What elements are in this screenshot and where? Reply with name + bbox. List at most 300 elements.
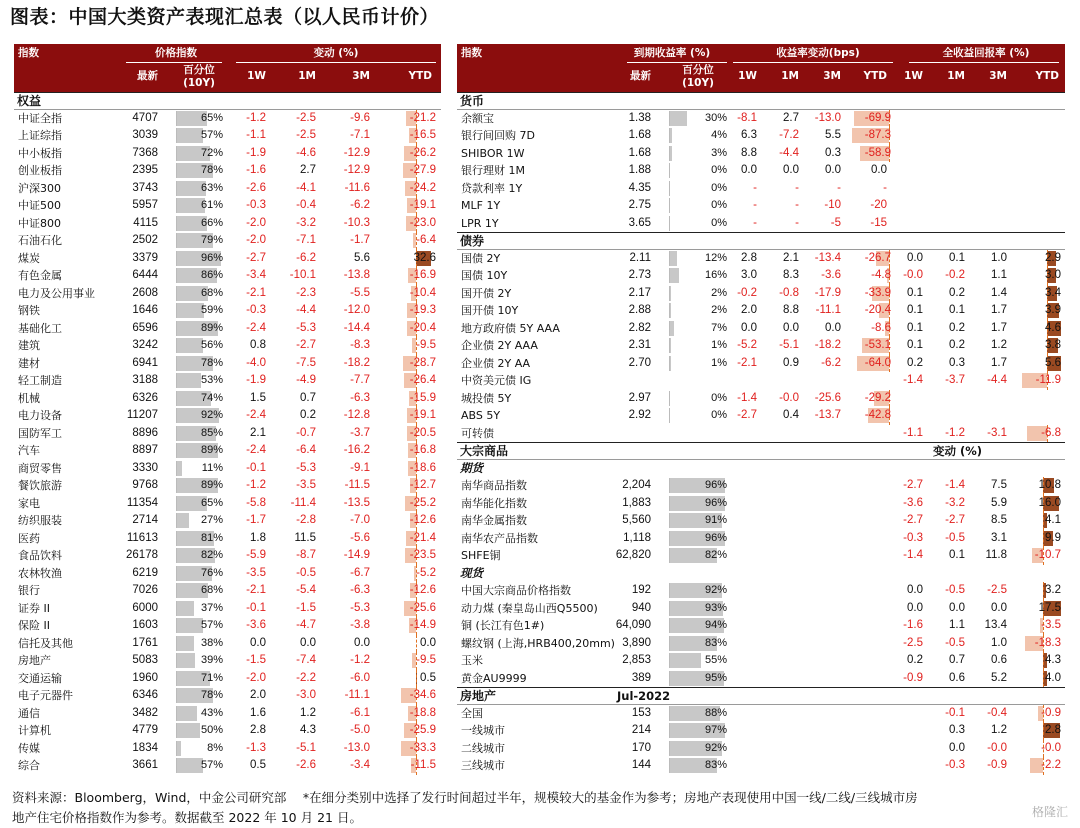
yc-1w: -: [753, 216, 757, 229]
ytd-value: -20.4: [864, 304, 891, 316]
percentile-value: 83%: [704, 636, 727, 649]
latest-value: 3188: [132, 374, 158, 386]
change-1m: 2.7: [300, 164, 316, 176]
row-name: 机械: [18, 391, 40, 405]
ytd-cell: [851, 127, 891, 145]
table-row: [14, 687, 441, 705]
latest-value: 192: [631, 584, 651, 596]
change-1w: -1.3: [246, 741, 266, 754]
percentile-bar: [669, 653, 728, 668]
percentile-bar: [176, 128, 224, 143]
ret-3m: 5.2: [991, 671, 1007, 684]
change-1w: 0.0: [250, 636, 266, 649]
latest-value: 11207: [126, 409, 158, 421]
table-row: [14, 425, 441, 443]
ytd-value: -26.4: [409, 374, 436, 386]
yc-1w: -: [753, 199, 757, 211]
right-table-header: [457, 44, 1065, 92]
ytd-value: -19.1: [409, 409, 436, 421]
latest-value: 5083: [132, 654, 158, 666]
percentile-bar: [669, 338, 728, 353]
percentile-bar: [669, 636, 728, 651]
row-name: 国开债 2Y: [461, 286, 512, 300]
latest-value: 7026: [132, 584, 158, 596]
table-row: [14, 145, 441, 163]
latest-value: 5,560: [622, 514, 651, 526]
change-1w: -1.5: [246, 654, 266, 666]
latest-value: 2.70: [628, 356, 651, 369]
yc-1m: -: [795, 199, 799, 211]
ytd-cell: [1021, 635, 1061, 653]
ytd-value: 32.6: [413, 251, 436, 264]
percentile-bar: [669, 111, 728, 126]
real-estate-date: Jul-2022: [617, 689, 671, 703]
percentile-bar: [176, 548, 224, 563]
ytd-cell: [851, 355, 891, 373]
ret-3m: 13.4: [984, 619, 1007, 631]
row-name: 螺纹钢 (上海,HRB400,20mm): [461, 636, 615, 650]
change-1w: -2.4: [246, 444, 266, 456]
ret-1m: 0.0: [949, 601, 965, 614]
header-yc-1w: 1W: [738, 70, 757, 82]
change-3m: -11.5: [344, 479, 370, 491]
latest-value: 11354: [126, 496, 158, 509]
ytd-cell: [1021, 617, 1061, 635]
change-1m: -0.5: [296, 566, 316, 579]
header-latest: 最新: [137, 70, 158, 82]
percentile-fill: [670, 128, 672, 143]
ytd-value: -8.6: [871, 321, 891, 334]
ret-1w: -1.1: [903, 426, 923, 439]
percentile-fill: [177, 373, 201, 388]
latest-value: 2,204: [622, 479, 651, 491]
table-row: [457, 757, 1065, 775]
section-equity: 权益: [14, 92, 441, 110]
ret-1m: 0.6: [949, 671, 965, 684]
latest-value: 6219: [132, 566, 158, 579]
row-name: 上证综指: [18, 129, 62, 142]
yc-1w: -2.1: [737, 356, 757, 369]
row-name: 电力设备: [18, 409, 62, 422]
ret-1m: 0.1: [949, 549, 965, 561]
row-name: 银行: [18, 584, 40, 597]
table-row: [14, 110, 441, 128]
yc-1m: [765, 425, 799, 443]
latest-value: 2.31: [628, 339, 651, 351]
ret-1w: -0.9: [903, 671, 923, 684]
ytd-value: -0.9: [1041, 706, 1061, 719]
ytd-cell: [400, 110, 436, 128]
percentile-bar: [669, 321, 728, 336]
yc-1m: -4.4: [779, 146, 799, 159]
yc-1m: 2.7: [783, 111, 799, 124]
row-name: 煤炭: [18, 251, 40, 265]
table-row: [14, 320, 441, 338]
percentile-value: 30%: [704, 111, 727, 124]
percentile-value: 96%: [704, 496, 727, 509]
ytd-value: -9.5: [416, 339, 436, 351]
latest-value: 6346: [132, 689, 158, 701]
percentile-bar: [669, 496, 728, 511]
ytd-value: -19.3: [409, 304, 436, 316]
change-3m: -13.5: [343, 496, 370, 509]
ytd-value: -64.0: [864, 356, 891, 369]
yc-3m: 0.0: [825, 321, 841, 334]
yc-1w: [723, 372, 757, 390]
ytd-value: 3.2: [1045, 584, 1061, 596]
ytd-value: -87.3: [864, 129, 891, 141]
change-3m: -7.0: [350, 514, 370, 526]
latest-value: 2.92: [628, 409, 651, 421]
change-1m: -10.1: [289, 269, 316, 281]
yc-3m: [807, 425, 841, 443]
table-row: [457, 372, 1065, 390]
ytd-cell: [400, 547, 436, 565]
ret-3m: [973, 407, 1007, 425]
percentile-bar: [176, 636, 224, 651]
percentile-bar: [176, 741, 224, 756]
ytd-value: -10.4: [409, 286, 436, 299]
ytd-value: -58.9: [864, 146, 891, 159]
ytd-value: 0.5: [420, 671, 436, 684]
change-1w: 0.8: [250, 339, 266, 351]
yc-ytd: 0.0: [871, 164, 887, 176]
percentile-value: 11%: [201, 461, 223, 474]
ret-1w: 0.1: [907, 339, 923, 351]
ytd-cell: [1021, 757, 1061, 775]
percentile-bar: [669, 128, 728, 143]
percentile-value: 1%: [711, 339, 727, 351]
ytd-value: 5.6: [1045, 356, 1061, 369]
ytd-value: -33.9: [864, 286, 891, 299]
change-1w: -2.4: [246, 321, 266, 334]
ytd-axis: [416, 670, 417, 688]
header-index-right: 指数: [461, 47, 482, 59]
percentile-fill: [177, 601, 194, 616]
change-3m: -12.0: [343, 304, 370, 316]
ytd-value: -53.1: [864, 339, 891, 351]
table-row: [457, 495, 1065, 513]
row-name: 房地产: [18, 654, 51, 667]
ytd-cell: [400, 355, 436, 373]
ytd-cell: [851, 250, 891, 268]
percentile-value: 2%: [711, 304, 727, 316]
percentile-bar: [176, 478, 224, 493]
percentile-bar: [176, 758, 224, 773]
ret-3m: -0.4: [987, 706, 1007, 719]
ytd-cell: [400, 407, 436, 425]
latest-value: 1960: [132, 671, 158, 684]
percentile-bar: [669, 531, 728, 546]
ytd-cell: [1021, 355, 1061, 373]
percentile-bar: [176, 111, 224, 126]
percentile-fill: [670, 268, 679, 283]
table-row: [457, 582, 1065, 600]
row-name: 地方政府债 5Y AAA: [461, 321, 560, 335]
change-1m: -6.2: [296, 251, 316, 264]
percentile-bar: [669, 356, 728, 371]
change-1m: 0.2: [300, 409, 316, 421]
change-3m: -5.3: [350, 601, 370, 614]
ret-1m: -2.7: [945, 514, 965, 526]
change-1w: -2.0: [246, 671, 266, 684]
percentile-value: 57%: [200, 759, 223, 771]
row-name: 电子元器件: [18, 689, 73, 702]
change-1m: 1.2: [300, 706, 316, 719]
ret-3m: 1.0: [991, 251, 1007, 264]
section-money: [457, 92, 1065, 110]
header-yield: 到期收益率 (%): [633, 47, 711, 59]
ytd-value: 10.8: [1038, 479, 1061, 491]
change-1m: -2.5: [296, 111, 316, 124]
change-1m: -4.4: [296, 304, 316, 316]
change-1m: 0.7: [300, 391, 316, 404]
ret-1m: -0.2: [945, 269, 965, 281]
change-1w: -0.3: [246, 304, 266, 316]
row-name: 黄金AU9999: [461, 671, 527, 685]
ytd-cell: [1021, 530, 1061, 548]
change-3m: -6.3: [350, 391, 370, 404]
table-row: [14, 565, 441, 583]
ytd-cell: [400, 442, 436, 460]
ytd-cell: [1021, 477, 1061, 495]
header-yc-1m: 1M: [781, 70, 799, 82]
percentile-fill: [670, 653, 701, 668]
row-name: 中小板指: [18, 146, 62, 160]
percentile-bar: [176, 233, 224, 248]
percentile-fill: [177, 618, 203, 633]
section-real-estate: [457, 687, 1065, 705]
percentile-value: 0%: [711, 216, 727, 229]
percentile-value: 8%: [207, 741, 223, 754]
table-row: [457, 617, 1065, 635]
row-name: 贷款利率 1Y: [461, 181, 523, 195]
ytd-cell: [400, 250, 436, 268]
yc-1m: 0.0: [783, 164, 799, 176]
change-1w: -3.4: [246, 269, 266, 281]
row-name: 证券 II: [18, 601, 50, 615]
row-name: 城投债 5Y: [461, 391, 512, 405]
change-1w: -1.2: [246, 479, 266, 491]
ret-3m: 1.4: [991, 286, 1007, 299]
yc-3m: [807, 372, 841, 390]
ytd-cell: [851, 302, 891, 320]
table-row: [457, 740, 1065, 758]
ytd-cell: [1021, 407, 1061, 425]
percentile-value: 43%: [200, 706, 223, 719]
yc-3m: 0.0: [825, 164, 841, 176]
percentile-bar: [669, 741, 728, 756]
percentile-bar: [669, 198, 728, 213]
ytd-cell: [400, 267, 436, 285]
yc-3m: -13.4: [814, 251, 841, 264]
percentile-value: 91%: [704, 514, 727, 526]
ytd-cell: [1021, 285, 1061, 303]
change-1w: -3.5: [246, 566, 266, 579]
table-row: [14, 267, 441, 285]
row-name: 企业债 2Y AA: [461, 356, 531, 370]
change-1m: -4.6: [296, 146, 316, 159]
percentile-value: 97%: [704, 724, 727, 736]
change-1w: 0.5: [250, 759, 266, 771]
table-row: [457, 197, 1065, 215]
change-3m: -6.3: [350, 584, 370, 596]
percentile-bar: [669, 391, 728, 406]
change-3m: -10.3: [343, 216, 370, 229]
latest-value: 6444: [132, 269, 158, 281]
percentile-bar: [669, 758, 728, 773]
latest-value: 9768: [132, 479, 158, 491]
ytd-cell: [400, 757, 436, 775]
header-1w: 1W: [247, 70, 266, 82]
row-name: 商贸零售: [18, 461, 62, 475]
latest-value: 1.88: [628, 164, 651, 176]
header-yield-change: 收益率变动(bps): [776, 47, 860, 59]
change-1w: 2.8: [250, 724, 266, 736]
percentile-value: 61%: [200, 199, 223, 211]
percentile-value: 89%: [200, 321, 223, 334]
ytd-cell: [1021, 425, 1061, 443]
ytd-value: -16.9: [409, 269, 436, 281]
ytd-cell: [1021, 740, 1061, 758]
change-1m: -2.3: [296, 286, 316, 299]
table-row: [14, 512, 441, 530]
table-row: [14, 442, 441, 460]
header-change: 变动 (%): [313, 47, 359, 59]
row-name: 国防军工: [18, 426, 62, 440]
header-latest-right: 最新: [630, 70, 651, 82]
percentile-bar: [669, 408, 728, 423]
table-row: [457, 267, 1065, 285]
ret-1m: -0.1: [945, 706, 965, 719]
ytd-value: 3.0: [1045, 269, 1061, 281]
table-row: [14, 337, 441, 355]
change-1m: -4.7: [296, 619, 316, 631]
change-3m: -7.7: [350, 374, 370, 386]
percentile-value: 65%: [200, 111, 223, 124]
ytd-value: -33.3: [409, 741, 436, 754]
table-row: [457, 110, 1065, 128]
ytd-value: 4.1: [1045, 514, 1061, 526]
change-3m: -9.1: [350, 461, 370, 474]
table-row: [14, 390, 441, 408]
latest-value: 2502: [132, 234, 158, 246]
ytd-value: -0.0: [1041, 741, 1061, 754]
table-row: [457, 407, 1065, 425]
ytd-cell: [400, 302, 436, 320]
ytd-cell: [851, 267, 891, 285]
table-row: [457, 600, 1065, 618]
percentile-fill: [670, 111, 687, 126]
change-1w: -1.1: [246, 129, 266, 141]
percentile-fill: [670, 146, 672, 161]
ytd-value: 9.9: [1045, 531, 1061, 544]
row-name: 轻工制造: [18, 374, 62, 387]
ret-3m: -0.9: [987, 759, 1007, 771]
row-name: 企业债 2Y AAA: [461, 339, 538, 352]
ytd-value: -21.4: [409, 531, 436, 544]
percentile-value: 0%: [711, 164, 727, 176]
table-row: [457, 215, 1065, 233]
percentile-bar: [176, 216, 224, 231]
percentile-value: 2%: [711, 286, 727, 299]
percentile-fill: [177, 461, 182, 476]
change-3m: -11.6: [344, 181, 370, 194]
ytd-value: 4.3: [1045, 654, 1061, 666]
ret-3m: -2.5: [987, 584, 1007, 596]
row-name: 石油石化: [18, 234, 62, 247]
percentile-bar: [669, 303, 728, 318]
latest-value: 11613: [126, 531, 158, 544]
latest-value: 1,883: [622, 496, 651, 509]
percentile-fill: [670, 321, 674, 336]
section-bonds-label: 债券: [460, 234, 485, 248]
percentile-fill: [177, 338, 203, 353]
ytd-cell: [400, 127, 436, 145]
ytd-cell: [400, 162, 436, 180]
table-row: [14, 670, 441, 688]
percentile-bar: [669, 251, 728, 266]
ytd-cell: [400, 337, 436, 355]
ytd-value: -20.4: [409, 321, 436, 334]
percentile-bar: [669, 268, 728, 283]
row-name: 南华农产品指数: [461, 531, 538, 545]
yc-1w: -2.7: [737, 409, 757, 421]
latest-value: 4707: [132, 111, 158, 124]
ret-1w: 0.0: [907, 584, 923, 596]
equity-table: [14, 44, 441, 775]
percentile-fill: [177, 636, 194, 651]
latest-value: 3379: [132, 251, 158, 264]
change-3m: -6.7: [350, 566, 370, 579]
change-3m: -5.0: [350, 724, 370, 736]
row-name: SHIBOR 1W: [461, 146, 525, 160]
ytd-value: -9.5: [416, 654, 436, 666]
latest-value: 1.38: [628, 111, 651, 124]
ytd-value: -12.7: [409, 479, 436, 491]
latest-value: 2714: [132, 514, 158, 526]
change-1w: -5.8: [246, 496, 266, 509]
ytd-axis: [1043, 652, 1044, 670]
table-row: [457, 180, 1065, 198]
ytd-value: -11.5: [410, 759, 436, 771]
latest-value: 2.97: [628, 391, 651, 404]
row-name: 余额宝: [461, 111, 494, 125]
percentile-value: 37%: [200, 601, 223, 614]
latest-value: 1603: [132, 619, 158, 631]
ytd-value: -25.9: [409, 724, 436, 736]
change-1w: -1.9: [246, 374, 266, 386]
ytd-value: -16.5: [409, 129, 436, 141]
ytd-value: 2.8: [1045, 724, 1061, 736]
percentile-bar: [176, 443, 224, 458]
yc-1m: 8.3: [783, 269, 799, 281]
percentile-value: 96%: [200, 251, 223, 264]
latest-value: 3661: [132, 759, 158, 771]
ytd-cell: [400, 652, 436, 670]
percentile-value: 92%: [704, 741, 727, 754]
latest-value: 3482: [132, 706, 158, 719]
latest-value: 940: [631, 601, 651, 614]
table-row: [457, 355, 1065, 373]
table-row: [14, 705, 441, 723]
ytd-cell: [1021, 337, 1061, 355]
latest-value: 3.65: [628, 216, 651, 229]
row-name: 沪深300: [18, 181, 61, 195]
yc-1w: [723, 425, 757, 443]
section-real-estate-label: 房地产: [460, 689, 497, 703]
ret-3m: -3.1: [987, 426, 1007, 439]
